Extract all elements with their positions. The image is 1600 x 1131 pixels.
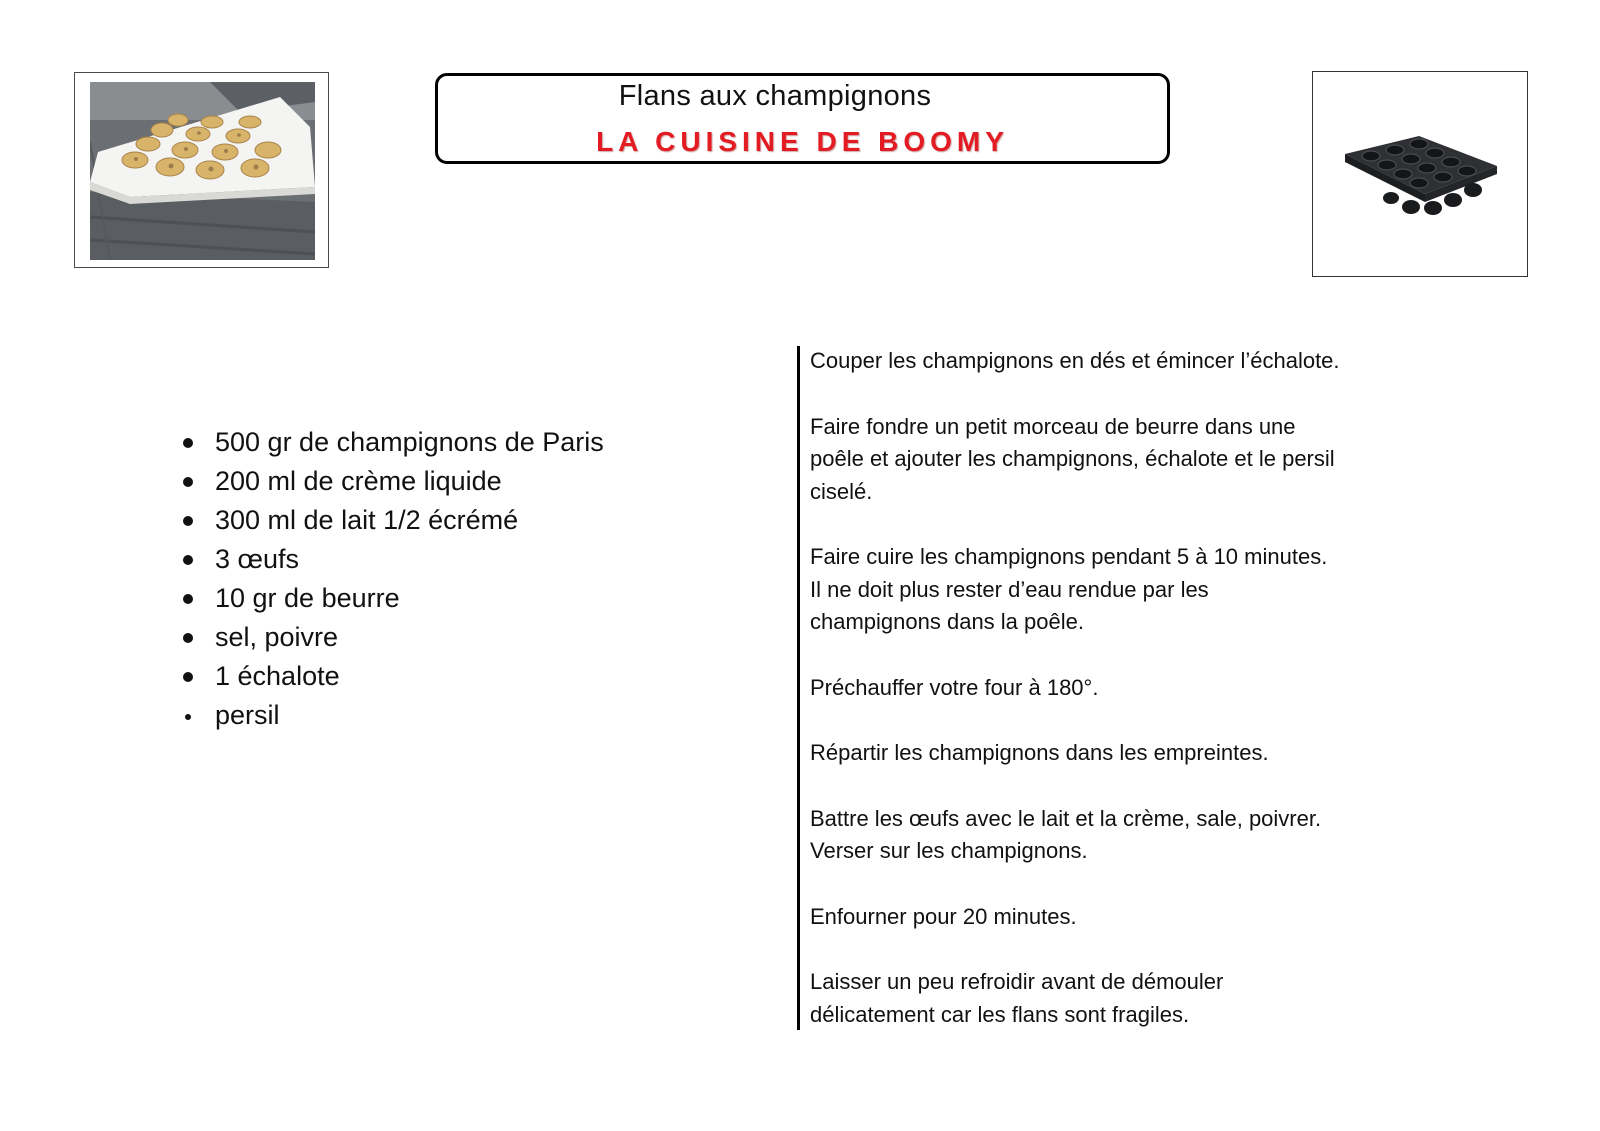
step-line: Battre les œufs avec le lait et la crème, sale, poivrer. xyxy=(810,805,1322,831)
bullet-icon xyxy=(183,516,193,526)
bullet-icon xyxy=(183,555,193,565)
step-line: Verser sur les champignons. xyxy=(810,838,1088,863)
instruction-step xyxy=(810,541,1430,639)
list-item xyxy=(178,696,604,735)
list-item xyxy=(178,501,604,540)
column-divider xyxy=(797,346,800,1030)
instruction-step xyxy=(810,411,1430,509)
step-line: Préchauffer votre four à 180°. xyxy=(810,674,1099,700)
ingredient-text: 10 gr de beurre xyxy=(215,583,400,613)
instruction-step xyxy=(810,803,1430,868)
brand-name: LA CUISINE DE BOOMY xyxy=(596,126,1009,157)
recipe-title: Flans aux champignons xyxy=(618,80,932,112)
step-line: Enfourner pour 20 minutes. xyxy=(810,903,1077,929)
step-line: champignons dans la poêle. xyxy=(810,609,1084,634)
list-item xyxy=(178,462,604,501)
step-line: Faire cuire les champignons pendant 5 à 10 minutes. xyxy=(810,544,1328,569)
dish-photo-frame xyxy=(74,72,329,268)
list-item xyxy=(178,579,604,618)
bullet-icon xyxy=(183,594,193,604)
bullet-icon xyxy=(183,672,193,682)
ingredient-text: sel, poivre xyxy=(215,622,339,652)
mold-photo xyxy=(1341,132,1501,222)
step-line: ciselé. xyxy=(810,478,873,504)
ingredients-list xyxy=(178,423,604,735)
dish-photo xyxy=(90,82,315,260)
instruction-step xyxy=(810,345,1430,378)
ingredient-text: 300 ml de lait 1/2 écrémé xyxy=(215,505,519,535)
ingredient-text: persil xyxy=(215,700,280,730)
list-item xyxy=(178,618,604,657)
step-line: Couper les champignons en dés et émincer l’échalote. xyxy=(810,348,1340,373)
step-line: poêle et ajouter les champignons, échalote et le persil xyxy=(810,446,1335,471)
step-line: Il ne doit plus rester d’eau rendue par les xyxy=(810,576,1209,602)
step-line: délicatement car les flans sont fragiles. xyxy=(810,1001,1190,1027)
bullet-icon xyxy=(185,714,191,720)
instructions xyxy=(810,345,1430,1064)
ingredient-text: 3 œufs xyxy=(215,544,300,574)
list-item xyxy=(178,657,604,696)
title-box xyxy=(435,73,1170,164)
ingredient-text: 500 gr de champignons de Paris xyxy=(215,427,604,457)
bullet-icon xyxy=(183,477,193,487)
bullet-icon xyxy=(183,438,193,448)
mold-photo-frame xyxy=(1312,71,1528,277)
bullet-icon xyxy=(183,633,193,643)
instruction-step xyxy=(810,901,1430,934)
instruction-step xyxy=(810,737,1430,770)
list-item xyxy=(178,423,604,462)
instruction-step xyxy=(810,966,1430,1031)
step-line: Laisser un peu refroidir avant de démouler xyxy=(810,969,1224,994)
instruction-step xyxy=(810,672,1430,705)
step-line: Répartir les champignons dans les empreintes. xyxy=(810,740,1269,765)
list-item xyxy=(178,540,604,579)
ingredient-text: 1 échalote xyxy=(215,661,340,691)
ingredient-text: 200 ml de crème liquide xyxy=(215,466,502,496)
step-line: Faire fondre un petit morceau de beurre dans une xyxy=(810,413,1296,439)
